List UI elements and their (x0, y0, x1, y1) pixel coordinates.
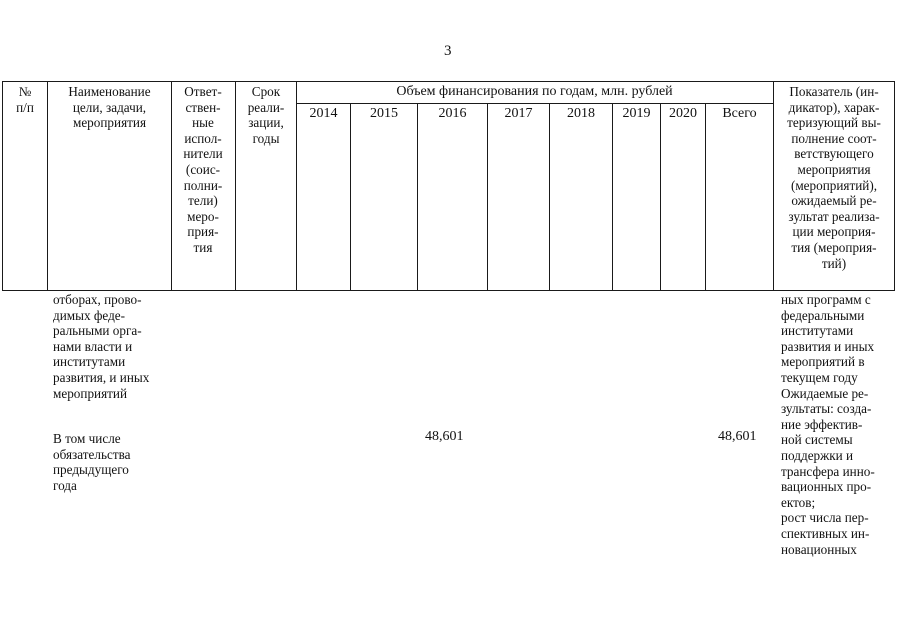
header-number: № п/п (16, 84, 34, 115)
col-border-total (773, 81, 774, 291)
col-border-2015 (417, 103, 418, 291)
col-border-2019 (660, 103, 661, 291)
col-border-right (894, 81, 895, 291)
col-border-2018 (612, 103, 613, 291)
header-period: Срок реали- зации, годы (247, 84, 285, 146)
year-2018: 2018 (567, 106, 595, 121)
indicator-continuation: ных программ с федеральными институтами развития и иных мероприятий в текущем году Ожидаемые ре- зультаты: созда- ние эффектив- ной системы поддержки и трансфера инно- вационных про- ектов; рост числа пер- спективных ин- новационных (781, 292, 875, 557)
header-responsible: Ответ- ствен- ные испол- нители (соис- полни- тели) меро- прия- тия (183, 84, 223, 255)
col-border-number (47, 81, 48, 291)
header-name: Наименование цели, задачи, мероприятия (68, 84, 151, 131)
header-financing: Объем финансирования по годам, млн. рублей (396, 84, 673, 99)
year-2017: 2017 (504, 106, 533, 121)
col-border-2016 (487, 103, 488, 291)
header-indicator: Показатель (ин- дикатор), харак- теризующий вы- полнение соот- ветствующего мероприятия (мероприятий), ожидаемый ре- зультат реализа- ции мероприя- тия (мероприя- тий) (787, 84, 881, 271)
col-border-2014 (350, 103, 351, 291)
name-continuation: отборах, прово- димых феде- ральными орга- нами власти и институтами развития, и иных мероприятий (53, 292, 150, 401)
year-2020: 2020 (669, 106, 697, 121)
page-number: 3 (444, 43, 452, 59)
col-border-left (2, 81, 3, 291)
col-border-2017 (549, 103, 550, 291)
year-2015: 2015 (370, 106, 398, 121)
year-2014: 2014 (309, 106, 338, 121)
table-top-border (2, 81, 894, 82)
header-bottom-border (2, 290, 894, 291)
name-obligations: В том числе обязательства предыдущего года (53, 431, 131, 493)
year-2019: 2019 (622, 106, 651, 121)
col-border-responsible (235, 81, 236, 291)
year-total: Всего (722, 106, 757, 121)
value-total: 48,601 (718, 429, 757, 444)
col-border-2020 (705, 103, 706, 291)
value-2016: 48,601 (425, 429, 464, 444)
year-2016: 2016 (438, 106, 467, 121)
years-row-border (296, 103, 773, 104)
